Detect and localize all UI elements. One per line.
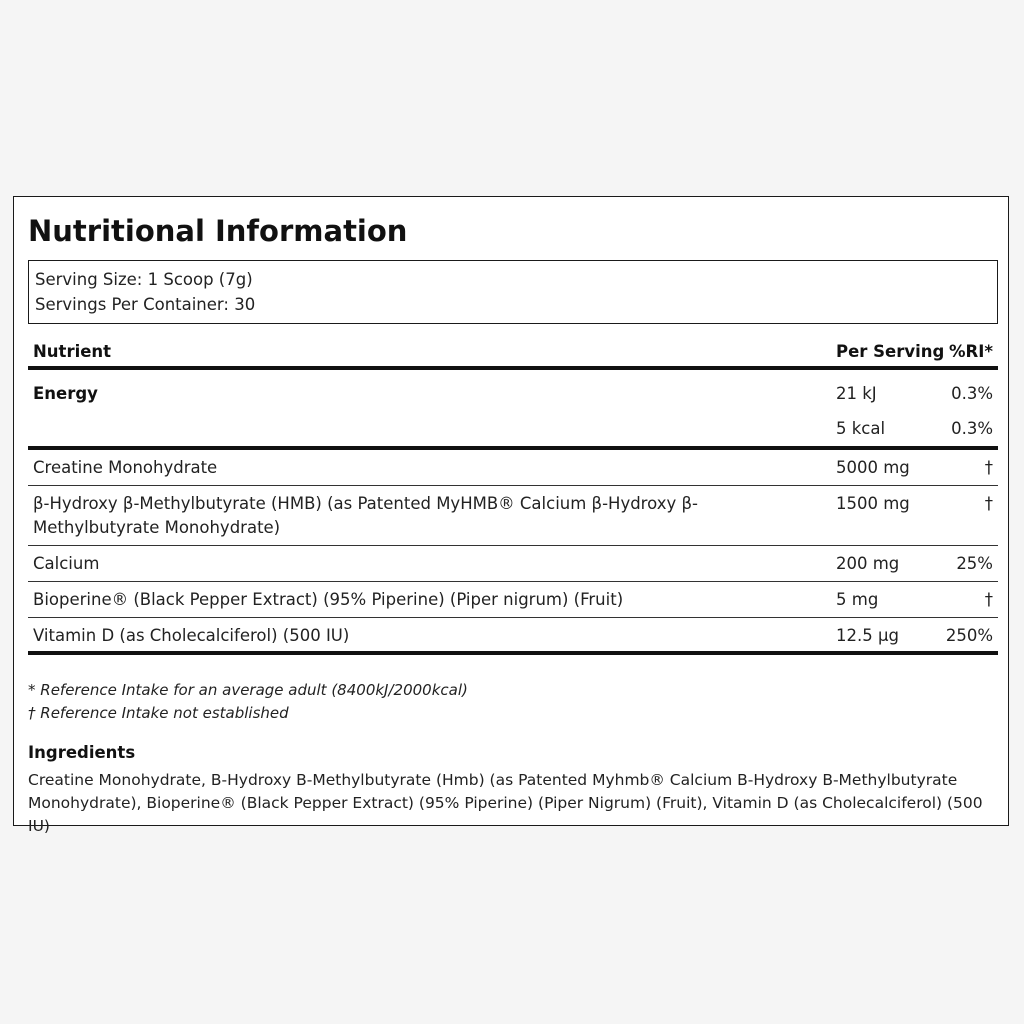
nutrient-ri: 250% <box>945 626 993 645</box>
nutrient-ri: 25% <box>956 554 993 573</box>
table-row <box>28 450 998 486</box>
nutrient-ri: † <box>984 494 993 513</box>
ingredients-text: Creatine Monohydrate, B-Hydroxy B-Methylbutyrate (Hmb) (as Patented Myhmb® Calcium B-Hydroxy B-Methylbutyrate Monohydrate), Bioperine® (Black Pepper Extract) (95% Piperine) (Piper Nigrum) (Fruit), Vitamin D (as Cholecalciferol) (500 IU) <box>28 771 983 835</box>
footnote-reference-intake: * Reference Intake for an average adult (8400kJ/2000kcal) <box>28 681 468 699</box>
nutrient-name: Bioperine® (Black Pepper Extract) (95% Piperine) (Piper nigrum) (Fruit) <box>33 590 624 609</box>
header-per-serving: Per Serving <box>836 342 945 361</box>
servings-per-container: Servings Per Container: 30 <box>35 295 256 314</box>
nutrient-per-serving: 200 mg <box>836 554 900 573</box>
table-header-row <box>28 335 998 370</box>
footnote-not-established: † Reference Intake not established <box>28 704 289 722</box>
table-row <box>28 546 998 582</box>
header-nutrient: Nutrient <box>33 342 112 361</box>
energy-label: Energy <box>33 384 98 403</box>
nutrition-panel <box>13 196 1009 835</box>
energy-kj-ri: 0.3% <box>951 384 993 403</box>
footnotes <box>28 679 998 725</box>
nutrient-ri: † <box>984 458 993 477</box>
nutrient-name: Calcium <box>33 554 100 573</box>
nutrient-per-serving: 1500 mg <box>836 494 910 513</box>
serving-size: Serving Size: 1 Scoop (7g) <box>35 270 253 289</box>
nutrient-name: Creatine Monohydrate <box>33 458 218 477</box>
energy-row <box>28 370 998 450</box>
energy-kcal: 5 kcal <box>836 419 886 438</box>
nutrient-per-serving: 5 mg <box>836 590 879 609</box>
nutrient-ri: † <box>984 590 993 609</box>
energy-kj: 21 kJ <box>836 384 877 403</box>
header-ri: %RI* <box>948 342 993 361</box>
ingredients-section <box>28 741 996 838</box>
nutrient-per-serving: 5000 mg <box>836 458 910 477</box>
nutrient-name: β-Hydroxy β-Methylbutyrate (HMB) (as Patented MyHMB® Calcium β-Hydroxy β-Methylbutyrate Monohydrate) <box>33 494 698 537</box>
nutrition-table <box>28 335 998 655</box>
nutrient-name: Vitamin D (as Cholecalciferol) (500 IU) <box>33 626 350 645</box>
table-row <box>28 582 998 618</box>
serving-info-box <box>28 260 998 324</box>
nutrient-per-serving: 12.5 µg <box>836 626 899 645</box>
page-title: Nutritional Information <box>28 214 408 248</box>
table-row <box>28 618 998 655</box>
ingredients-heading: Ingredients <box>28 743 136 762</box>
table-row <box>28 486 998 546</box>
energy-kcal-ri: 0.3% <box>951 419 993 438</box>
